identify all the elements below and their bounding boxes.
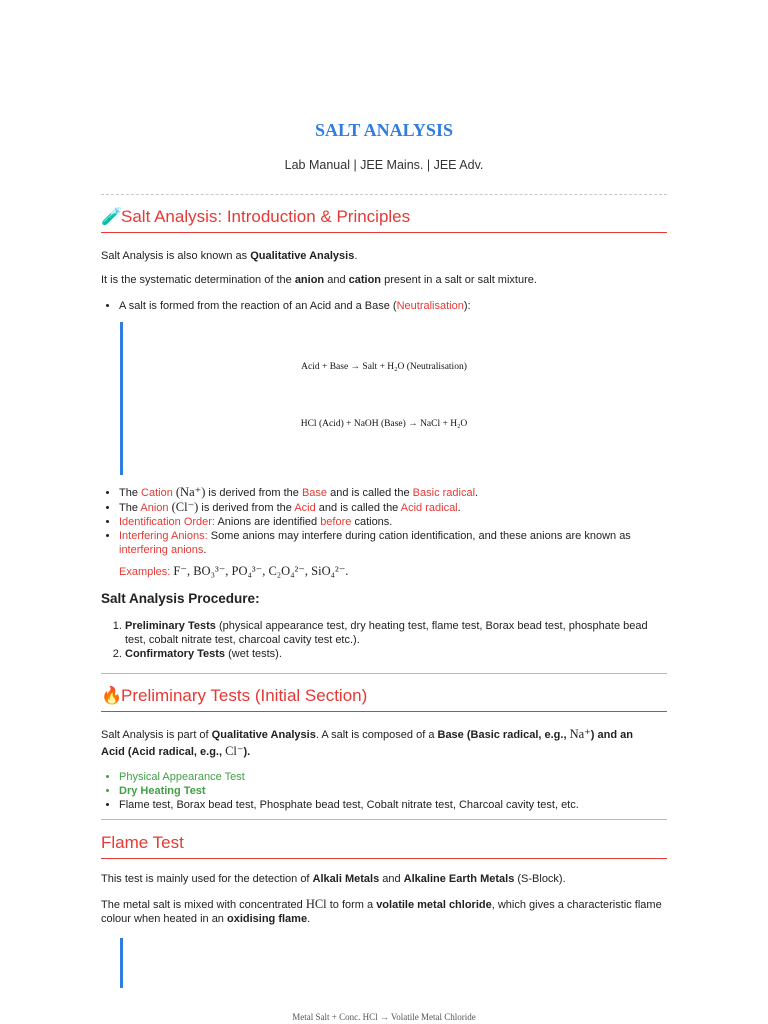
section-divider xyxy=(101,819,667,820)
section-divider xyxy=(101,673,667,674)
procedure-list xyxy=(101,619,667,661)
test-tube-icon: 🧪 xyxy=(101,207,123,226)
title-divider xyxy=(101,194,667,195)
fire-icon: 🔥 xyxy=(101,686,123,705)
list-item: • Interfering Anions: Some anions may interfere during cation identification, and these anions are known as interfering anions. xyxy=(119,529,667,557)
equation-hcl-naoh: HCl (Acid) + NaOH (Base) → NaCl + H₂O xyxy=(300,419,468,429)
radicals-list xyxy=(101,485,667,557)
flame-paragraph-2: The metal salt is mixed with concentrated HCl to form a volatile metal chloride, which gives a characteristic flame colour when heated in an oxidising flame. xyxy=(101,897,662,925)
preliminary-heading xyxy=(101,686,667,712)
equation-neutralisation: Acid + Base → Salt + H₂O (Neutralisation) xyxy=(301,362,467,372)
intro-paragraph-2: It is the systematic determination of the anion and cation present in a salt or salt mixture. xyxy=(101,274,537,286)
list-item-other-tests: • Flame test, Borax bead test, Phosphate bead test, Cobalt nitrate test, Charcoal cavity test, etc. xyxy=(119,798,667,812)
equation-block-bar xyxy=(120,938,123,988)
list-item: 2. Confirmatory Tests (wet tests). xyxy=(125,647,667,661)
list-item-physical-appearance: • Physical Appearance Test xyxy=(119,770,667,784)
list-item-dry-heating: • Dry Heating Test xyxy=(119,784,667,798)
flame-paragraph-1: This test is mainly used for the detection of Alkali Metals and Alkaline Earth Metals (S-Block). xyxy=(101,873,566,885)
procedure-heading: Salt Analysis Procedure: xyxy=(101,591,260,606)
document-subtitle: Lab Manual | JEE Mains. | JEE Adv. xyxy=(284,158,484,172)
cut-off-equation: Metal Salt + Conc. HCl → Volatile Metal Chloride xyxy=(292,1012,476,1022)
neutralisation-bullet xyxy=(101,299,667,313)
intro-heading xyxy=(101,207,667,233)
list-item: 1. Preliminary Tests (physical appearance test, dry heating test, flame test, Borax bead test, phosphate bead test, cobalt nitrate test, charcoal cavity test etc.). xyxy=(125,619,667,647)
document-title: SALT ANALYSIS xyxy=(315,120,453,140)
intro-heading-text: Salt Analysis: Introduction & Principles xyxy=(121,207,411,226)
list-item: • The Cation (Na⁺) is derived from the Base and is called the Basic radical. xyxy=(119,485,667,500)
preliminary-tests-list xyxy=(101,770,667,812)
intro-paragraph-1: Salt Analysis is also known as Qualitative Analysis. xyxy=(101,250,358,262)
preliminary-paragraph: Salt Analysis is part of Qualitative Analysis. A salt is composed of a Base (Basic radical, e.g., Na⁺) and an Acid (Acid radical, e.g., Cl⁻). xyxy=(101,727,633,758)
list-item: • Identification Order: Anions are identified before cations. xyxy=(119,515,667,529)
list-item: • The Anion (Cl⁻) is derived from the Acid and is called the Acid radical. xyxy=(119,500,667,515)
interfering-examples: Examples: F⁻, BO₃³⁻, PO₄³⁻, C₂O₄²⁻, SiO₄²⁻. xyxy=(119,564,349,578)
flame-test-heading: Flame Test xyxy=(101,833,667,859)
preliminary-heading-text: Preliminary Tests (Initial Section) xyxy=(121,686,368,705)
list-item: • A salt is formed from the reaction of an Acid and a Base (Neutralisation): xyxy=(119,299,667,313)
equation-block-bar xyxy=(120,322,123,475)
